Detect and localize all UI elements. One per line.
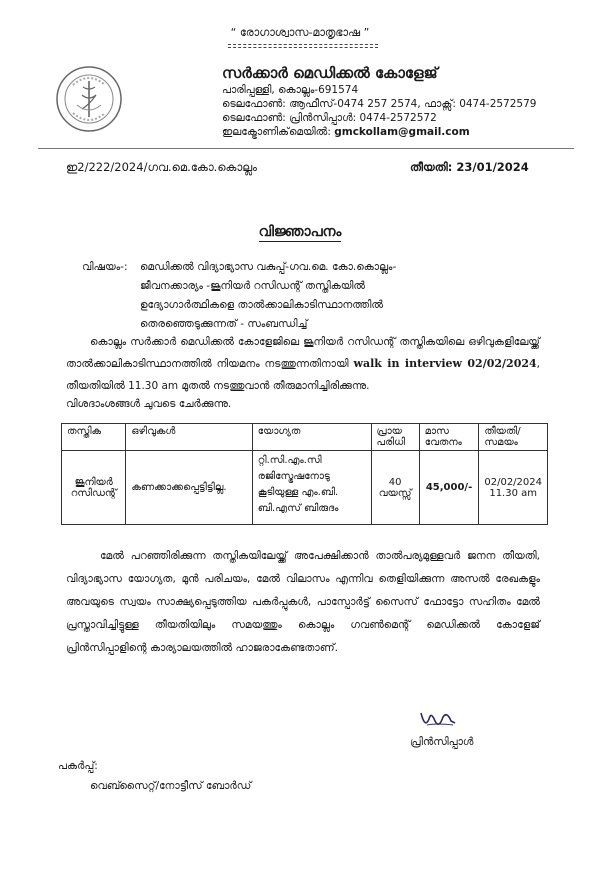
notice-heading: വിജ്ഞാപനം <box>258 224 342 240</box>
double-divider-bottom <box>228 47 378 48</box>
copy-to: വെബ്സൈറ്റ്/നോട്ടീസ് ബോർഡ് <box>90 780 252 792</box>
college-address: പാരിപ്പള്ളി, കൊല്ലം-691574 <box>222 84 359 96</box>
reference-number: ഇ2/222/2024/ഗവ.മെ.കോ.കൊല്ലം <box>66 160 257 174</box>
subject-label: വിഷയം-: <box>82 261 128 273</box>
office-phone-line: ടെലഫോൺ: ആഫീസ്-0474 257 2574, ഫാക്സ്: 0474-2572579 <box>222 98 537 110</box>
double-divider-top <box>228 44 378 45</box>
subject-line: ഉദ്യോഗാർത്ഥികളെ താൽക്കാലികാടിസ്ഥാനത്തിൽ <box>140 299 384 311</box>
cell-date-time: 02/02/2024 11.30 am <box>479 451 548 525</box>
cell-qualification: റ്റി.സി.എം.സി രജിസ്ട്രേഷനോടു കൂടിയുള്ള എം.ബി. ബി.എസ് ബിരുദം <box>252 451 371 525</box>
cell-salary: 45,000/- <box>419 451 479 525</box>
header-salary: മാസ വേതനം <box>419 424 479 451</box>
subject-block <box>82 258 397 334</box>
subject-line: ജീവനക്കാര്യം -ജൂനിയർ റസിഡന്റ് തസ്തികയിൽ <box>140 280 366 292</box>
signature-icon <box>417 707 457 733</box>
cell-post: ജൂനിയർ റസിഡന്റ് <box>62 451 126 525</box>
intro-paragraph: കൊല്ലം സർക്കാർ മെഡിക്കൽ കോളേജിലെ ജൂനിയർ റസിഡന്റ് തസ്തികയിലെ ഒഴിവുകളിലേയ്ക്ക് താൽക്കാലികാടിസ്ഥാനത്തിൽ നിയമനം നടത്തുന്നതിനായി walk in interview 02/02/2024, തീയതിയിൽ 11.30 am മുതൽ നടത്തുവാൻ തീരുമാനിച്ചിരിക്കുന്നു. <box>66 336 540 392</box>
table-row <box>62 451 548 525</box>
principal-designation: പ്രിൻസിപ്പാൾ <box>410 736 474 748</box>
subject-line: മെഡിക്കൽ വിദ്യാഭ്യാസ വകുപ്പ്-ഗവ.മെ. കോ.കൊല്ലം- <box>140 261 397 273</box>
header-age-limit: പ്രായ പരിധി <box>371 424 419 451</box>
email-label: ഇലക്ട്രോണിക്‌മെയിൽ: <box>222 126 331 138</box>
details-line: വിശദാംശങ്ങൾ ചുവടെ ചേർക്കുന്നു. <box>66 398 232 410</box>
header-vacancies: ഒഴിവുകൾ <box>126 424 252 451</box>
copy-label: പകർപ്പ്: <box>58 760 98 772</box>
subject-line: തെരഞ്ഞെടുക്കുന്നത് - സംബന്ധിച്ച് <box>140 318 308 330</box>
walk-in-interview-date: walk in interview 02/02/2024 <box>353 357 537 370</box>
instructions-paragraph: മേൽ പറഞ്ഞിരിക്കുന്ന തസ്തികയിലേയ്ക്ക് അപേക്ഷിക്കാൻ താൽപര്യമുള്ളവർ ജനന തീയതി, വിദ്യാഭ്യാസ യോഗ്യത, മുൻ പരിചയം, മേൽ വിലാസം എന്നിവ തെളിയിക്കുന്ന അസൽ രേഖകളും അവയുടെ സ്വയം സാക്ഷ്യപ്പെടുത്തിയ പകർപ്പുകൾ, പാസ്പോർട്ട് സൈസ് ഫോട്ടോ സഹിതം മേൽ പ്രസ്താവിച്ചിട്ടുള്ള തീയതിയിലും സമയത്തും കൊല്ലം ഗവൺമെന്റ് മെഡിക്കൽ കോളേജ് പ്രിൻസിപ്പാളിന്റെ കാര്യാലയത്തിൽ ഹാജരാകേണ്ടതാണ്. <box>66 550 540 654</box>
cell-vacancies: കണക്കാക്കപ്പെട്ടിട്ടില്ല. <box>126 451 252 525</box>
document-date: തീയതി: 23/01/2024 <box>410 160 529 174</box>
email-line <box>222 126 470 139</box>
header-qualification: യോഗ്യത <box>252 424 371 451</box>
vacancy-table <box>61 423 548 525</box>
principal-phone-line: ടെലഫോൺ: പ്രിൻസിപ്പാൾ: 0474-2572572 <box>222 112 437 124</box>
cell-age-limit: 40 വയസ്സ് <box>371 451 419 525</box>
college-name: സർക്കാർ മെഡിക്കൽ കോളേജ് <box>222 64 438 82</box>
email-address: gmckollam@gmail.com <box>334 126 470 138</box>
college-seal-icon <box>55 65 123 133</box>
table-header-row <box>62 424 548 451</box>
header-post: തസ്തിക <box>62 424 126 451</box>
header-date-time: തീയതി/ സമയം <box>479 424 548 451</box>
motto: “ രോഗാശ്വാസ-മാതൃഭാഷ ” <box>230 26 370 39</box>
header-divider <box>38 148 574 149</box>
